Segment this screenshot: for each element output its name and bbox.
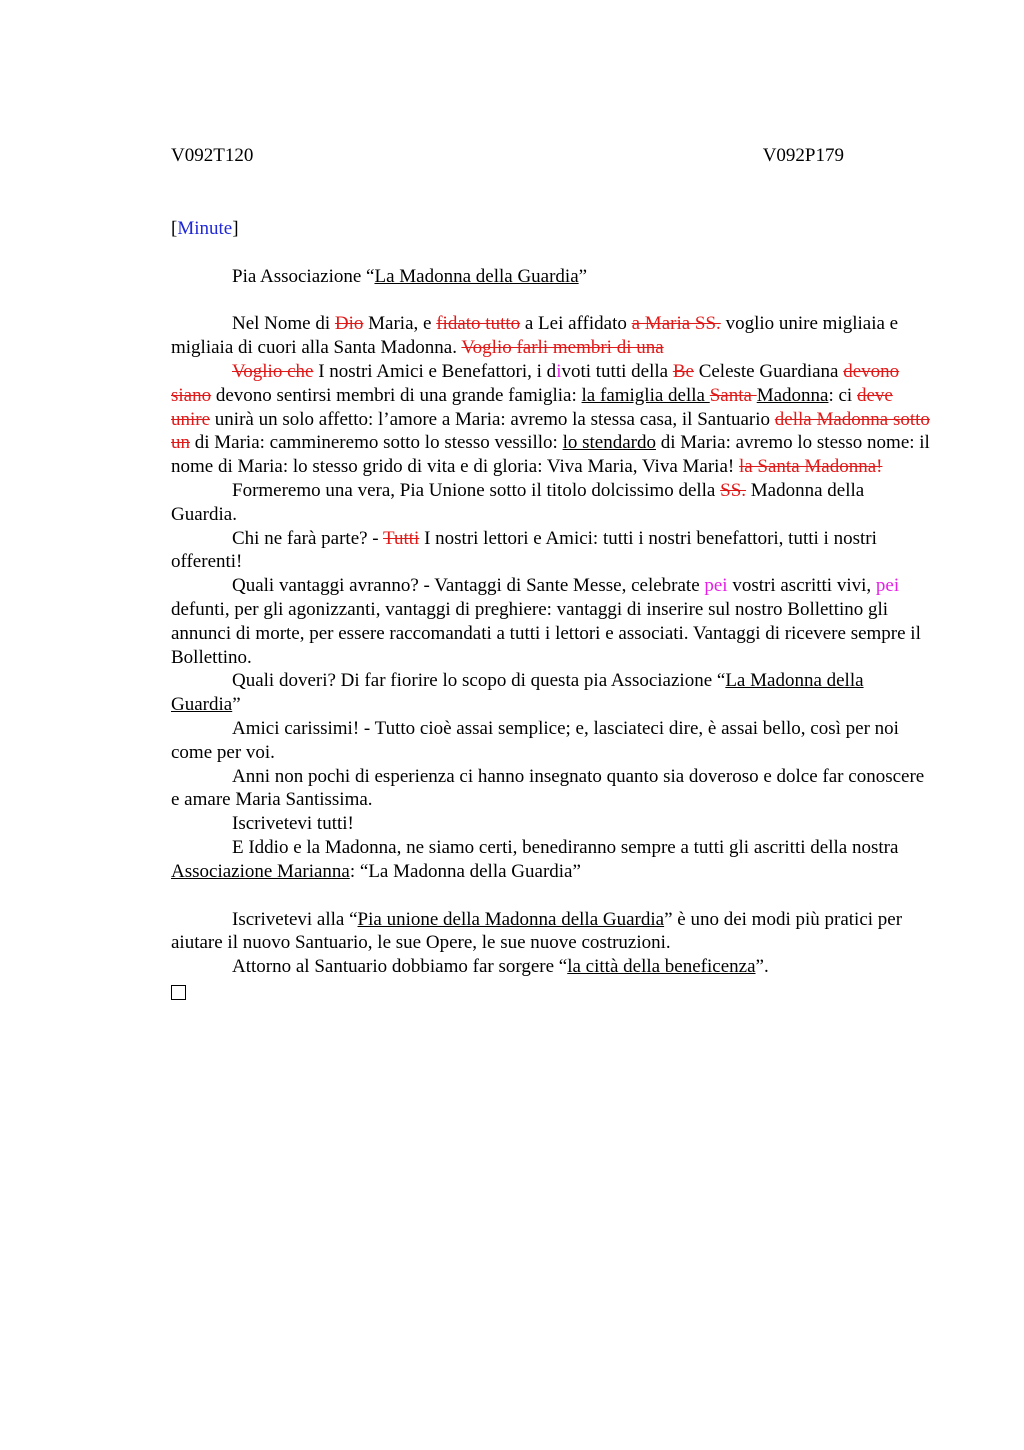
document-code-right: V092P179 — [762, 145, 844, 166]
paragraph-4: Chi ne farà parte? - Tutti I nostri lettori e Amici: tutti i nostri benefattori, tutti i nostri offerenti! — [171, 527, 877, 573]
minute-label: Minute — [177, 217, 233, 239]
paragraph-9: Iscrivetevi tutti! — [232, 813, 354, 835]
paragraph-5: Quali vantaggi avranno? - Vantaggi di Sante Messe, celebrate pei vostri ascritti vivi, pei defunti, per gli agonizzanti, vantaggi di preghiere: vantaggi di inserire sul nostro Bollettino gli annunci di morte, per essere raccomandati a tutti i lettori e associati. Vantaggi di ricevere sempre il Bollettino. — [171, 575, 921, 668]
paragraph-7: Amici carissimi! - Tutto cioè assai semplice; e, lasciateci dire, è assai bello, così per noi come per voi. — [171, 717, 899, 763]
paragraph-6: Quali doveri? Di far fiorire lo scopo di questa pia Associazione “La Madonna della Guardia” — [171, 670, 864, 716]
section-label: [Minute] — [171, 217, 239, 239]
document-header — [171, 144, 844, 168]
document-body — [171, 144, 931, 1007]
paragraph-2: Voglio che I nostri Amici e Benefattori, i divoti tutti della Be Celeste Guardiana devono siano devono sentirsi membri di una grande famiglia: la famiglia della Santa Madonna: ci deve unire unirà un solo affetto: l’amore a Maria: avremo la stessa casa, il Santuario della Madonna sotto un di Maria: cammineremo sotto lo stesso vessillo: lo stendardo di Maria: avremo lo stesso nome: il nome di Maria: lo stesso grido di vita e di gloria: Viva Maria, Viva Maria! la Santa Madonna! — [171, 360, 930, 478]
paragraph-12: Attorno al Santuario dobbiamo far sorgere “la città della beneficenza”. — [232, 956, 769, 978]
paragraph-1: Nel Nome di Dio Maria, e fidato tutto a Lei affidato a Maria SS. voglio unire migliaia e migliaia di cuori alla Santa Madonna. Voglio farli membri di una — [171, 313, 899, 359]
end-box-icon — [171, 985, 186, 1000]
paragraph-3: Formeremo una vera, Pia Unione sotto il titolo dolcissimo della SS. Madonna della Guardia. — [171, 479, 865, 525]
paragraph-11: Iscrivetevi alla “Pia unione della Madonna della Guardia” è uno dei modi più pratici per aiutare il nuovo Santuario, le sue Opere, le sue nuove costruzioni. — [171, 908, 903, 954]
document-title: Pia Associazione “La Madonna della Guardia” — [232, 265, 588, 287]
document-code-left: V092T120 — [171, 145, 254, 166]
paragraph-10: E Iddio e la Madonna, ne siamo certi, benediranno sempre a tutti gli ascritti della nostra Associazione Marianna: “La Madonna della Guardia” — [171, 836, 899, 882]
paragraph-8: Anni non pochi di esperienza ci hanno insegnato quanto sia doveroso e dolce far conoscere e amare Maria Santissima. — [171, 765, 925, 811]
